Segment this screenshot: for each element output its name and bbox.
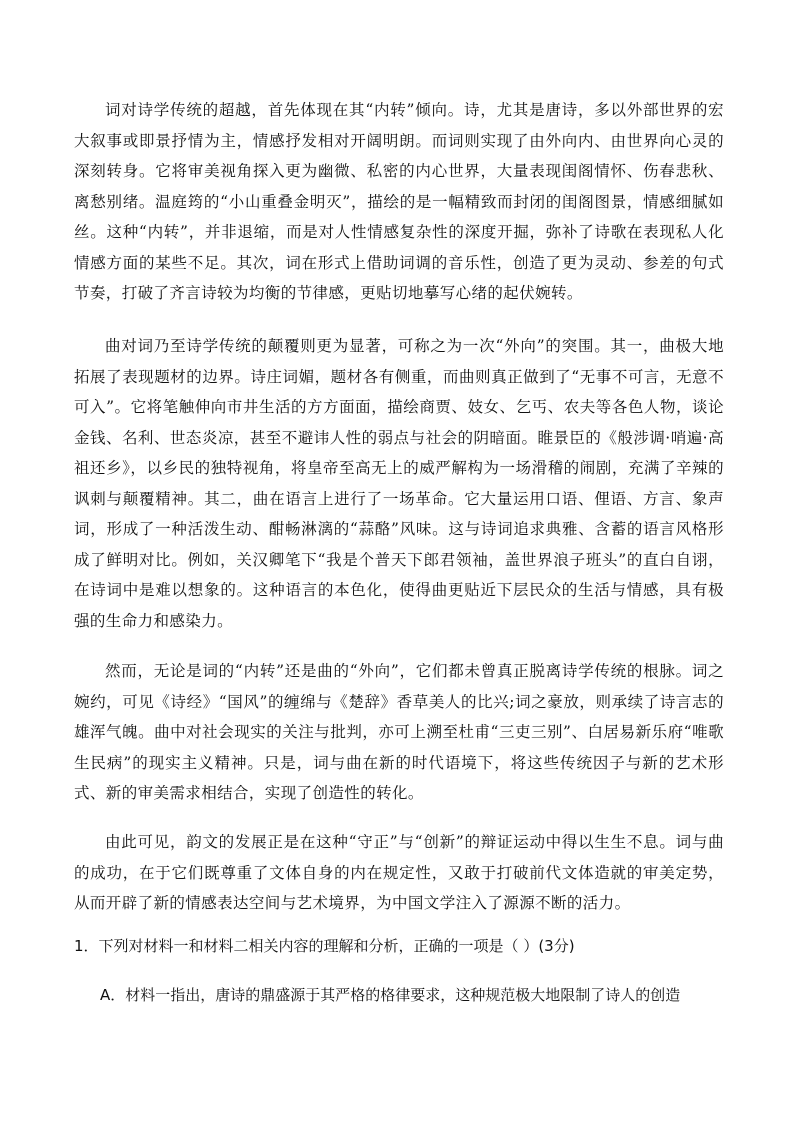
paragraph-4: 由此可见，韵文的发展正是在这种“守正”与“创新”的辩证运动中得以生生不息。词与曲的成功，在于它们既尊重了文体自身的内在规定性，又敢于打破前代文体造就的审美定势，从而开辟了新的情感表达空间与艺术境界，为中国文学注入了源源不断的活力。	[74, 833, 724, 912]
paragraph-1: 词对诗学传统的超越，首先体现在其“内转”倾向。诗，尤其是唐诗，多以外部世界的宏大叙事或即景抒情为主，情感抒发相对开阔明朗。而词则实现了由外向内、由世界向心灵的深刻转身。它将审美视角探入更为幽微、私密的内心世界，大量表现闺阁情怀、伤春悲秋、离愁别绪。温庭筠的“小山重叠金明灭”，描绘的是一幅精致而封闭的闺阁图景，情感细腻如丝。这种“内转”，并非退缩，而是对人性情感复杂性的深度开掘，弥补了诗歌在表现私人化情感方面的某些不足。其次，词在形式上借助词调的音乐性，创造了更为灵动、参差的句式节奏，打破了齐言诗较为均衡的节律感，更贴切地摹写心绪的起伏婉转。	[74, 101, 724, 302]
paragraph-3: 然而，无论是词的“内转”还是曲的“外向”，它们都未曾真正脱离诗学传统的根脉。词之婉约，可见《诗经》“国风”的缠绵与《楚辞》香草美人的比兴;词之豪放，则承续了诗言志的雄浑气魄。曲中对社会现实的关注与批判，亦可上溯至杜甫“三吏三别”、白居易新乐府“唯歌生民病”的现实主义精神。只是，词与曲在新的时代语境下，将这些传统因子与新的艺术形式、新的审美需求相结合，实现了创造性的转化。	[74, 662, 724, 802]
paragraph-2: 曲对词乃至诗学传统的颠覆则更为显著，可称之为一次“外向”的突围。其一，曲极大地拓展了表现题材的边界。诗庄词媚，题材各有侧重，而曲则真正做到了“无事不可言，无意不可入”。它将笔触伸向市井生活的方方面面，描绘商贾、妓女、乞丐、农夫等各色人物，谈论金钱、名利、世态炎凉，甚至不避讳人性的弱点与社会的阴暗面。睢景臣的《般涉调·哨遍·高祖还乡》，以乡民的独特视角，将皇帝至高无上的威严解构为一场滑稽的闹剧，充满了辛辣的讽刺与颠覆精神。其二，曲在语言上进行了一场革命。它大量运用口语、俚语、方言、象声词，形成了一种活泼生动、酣畅淋漓的“蒜酪”风味。这与诗词追求典雅、含蓄的语言风格形成了鲜明对比。例如，关汉卿笔下“我是个普天下郎君领袖，盖世界浪子班头”的直白自诩，在诗词中是难以想象的。这种语言的本色化，使得曲更贴近下层民众的生活与情感，具有极强的生命力和感染力。	[74, 337, 724, 630]
question-stem: 1．下列对材料一和材料二相关内容的理解和分析，正确的一项是（ ）(3分)	[74, 937, 575, 955]
question-option-a: A．材料一指出，唐诗的鼎盛源于其严格的格律要求，这种规范极大地限制了诗人的创造	[100, 986, 681, 1004]
